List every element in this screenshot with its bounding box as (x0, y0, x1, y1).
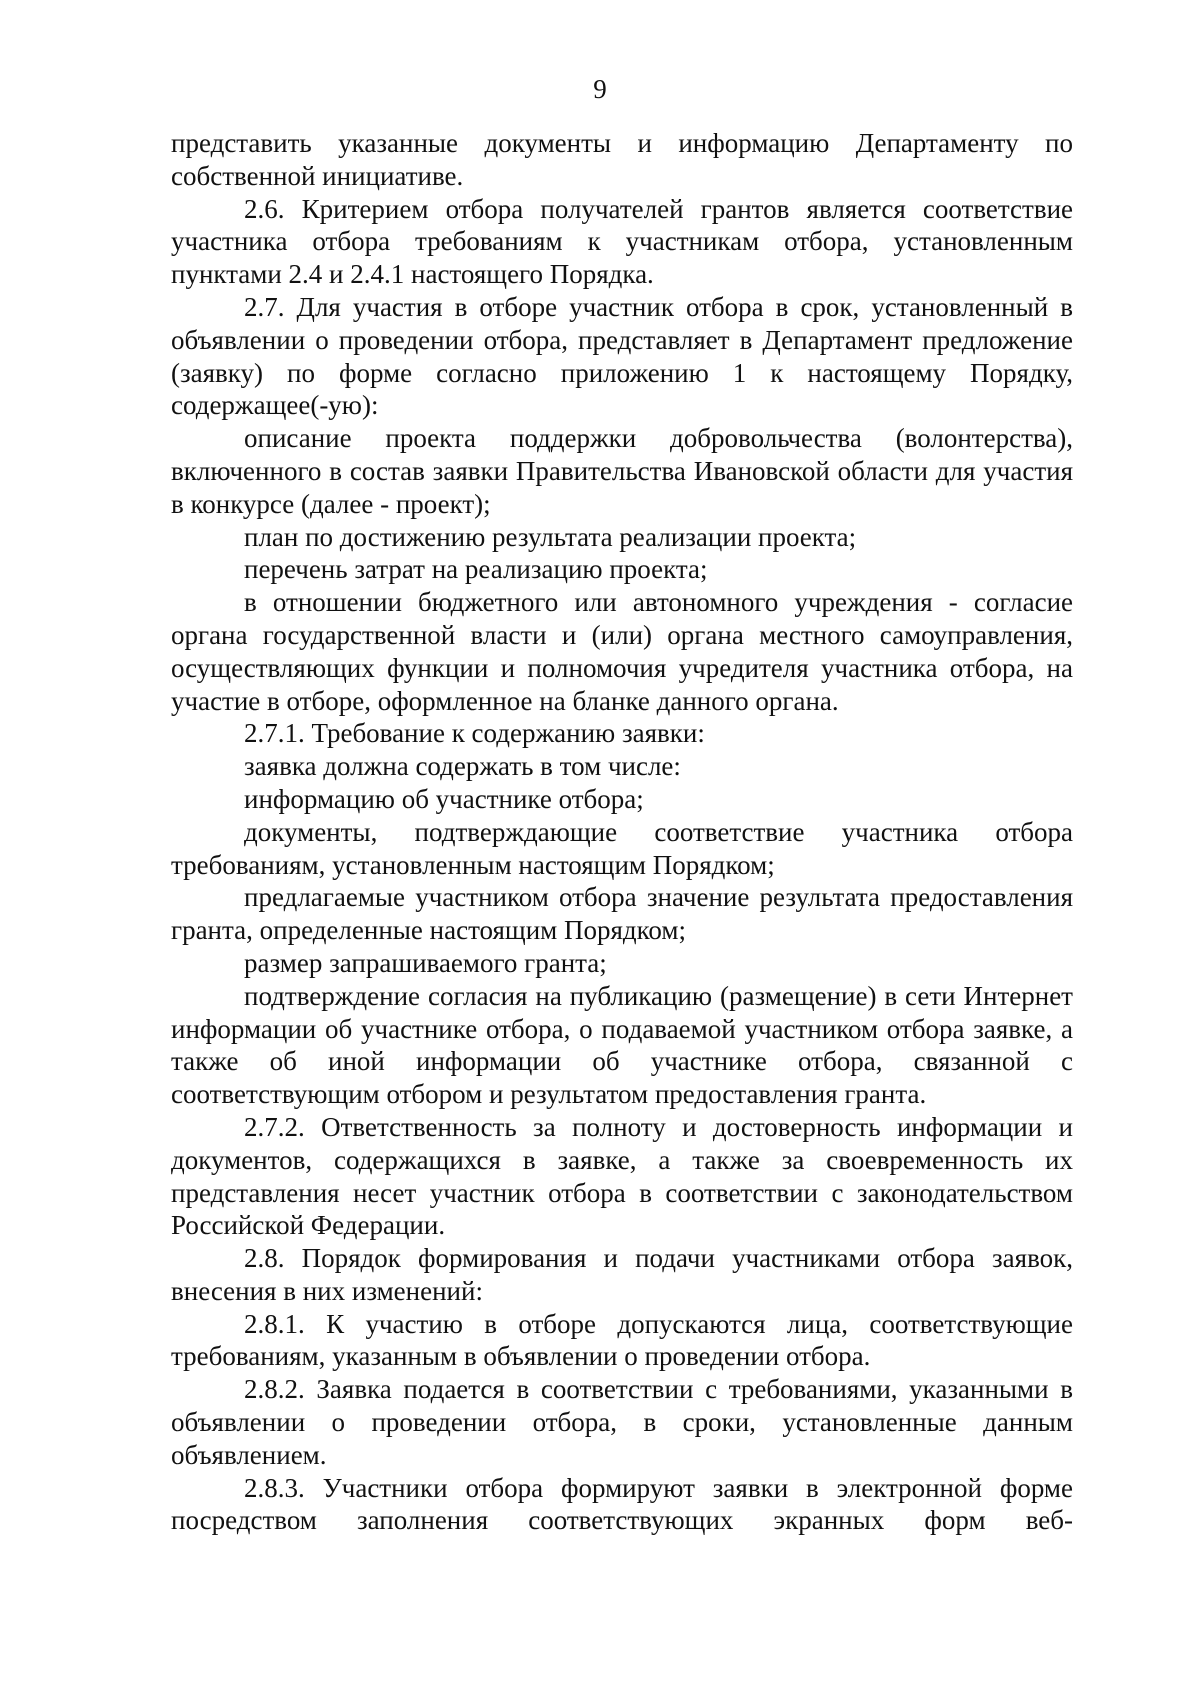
list-item-proposed-result: предлагаемые участником отбора значение результата предоставления гранта, определенные настоящим Порядком; (171, 882, 1073, 946)
page-number: 9 (593, 74, 607, 104)
paragraph-2-6: 2.6. Критерием отбора получателей грантов является соответствие участника отбора требованиям к участникам отбора, установленным пунктами 2.4 и 2.4.1 настоящего Порядка. (171, 193, 1073, 290)
list-item-costs: перечень затрат на реализацию проекта; (244, 554, 708, 585)
list-item-consent: в отношении бюджетного или автономного учреждения - согласие органа государственной власти и (или) органа местного самоуправления, осуществляющих функции и полномочия учредителя участника отбора, на участие в отборе, оформленное на бланке данного органа. (171, 587, 1073, 716)
paragraph-2-7-2: 2.7.2. Ответственность за полноту и достоверность информации и документов, содержащихся в заявке, а также за своевременность их представления несет участник отбора в соответствии с законодательством Российской Федерации. (171, 1111, 1073, 1241)
list-item-participant-info: информацию об участнике отбора; (244, 783, 644, 814)
list-item-project-description: описание проекта поддержки добровольчества (волонтерства), включенного в состав заявки Правительства Ивановской области для участия в конкурсе (далее - проект); (171, 423, 1073, 519)
list-item-grant-amount: размер запрашиваемого гранта; (244, 947, 607, 978)
paragraph-2-8: 2.8. Порядок формирования и подачи участниками отбора заявок, внесения в них изменений: (171, 1243, 1073, 1306)
list-item-plan: план по достижению результата реализации проекта; (244, 521, 857, 552)
list-item-documents: документы, подтверждающие соответствие участника отбора требованиям, установленным настоящим Порядком; (171, 816, 1073, 880)
paragraph-2-7: 2.7. Для участия в отборе участник отбора в срок, установленный в объявлении о проведении отбора, представляет в Департамент предложение (заявку) по форме согласно приложению 1 к настоящему Порядку, содержащее(-ую): (171, 291, 1073, 421)
document-body (171, 127, 1073, 1537)
paragraph-2-8-1: 2.8.1. К участию в отборе допускаются лица, соответствующие требованиям, указанным в объявлении о проведении отбора. (171, 1308, 1073, 1372)
paragraph-continuation: представить указанные документы и информацию Департаменту по собственной инициативе. (171, 128, 1073, 191)
paragraph-2-8-3: 2.8.3. Участники отбора формируют заявки в электронной форме посредством заполнения соответствующих экранных форм веб- (171, 1472, 1073, 1536)
paragraph-2-7-1: 2.7.1. Требование к содержанию заявки: (244, 718, 705, 749)
list-item-publication-consent: подтверждение согласия на публикацию (размещение) в сети Интернет информации об участнике отбора, о подаваемой участником отбора заявке, а также об иной информации об участнике отбора, связанной с соответствующим отбором и результатом предоставления гранта. (171, 980, 1073, 1110)
paragraph-2-8-2: 2.8.2. Заявка подается в соответствии с требованиями, указанными в объявлении о проведении отбора, в сроки, установленные данным объявлением. (171, 1374, 1073, 1470)
list-item-application-contents: заявка должна содержать в том числе: (244, 751, 681, 782)
